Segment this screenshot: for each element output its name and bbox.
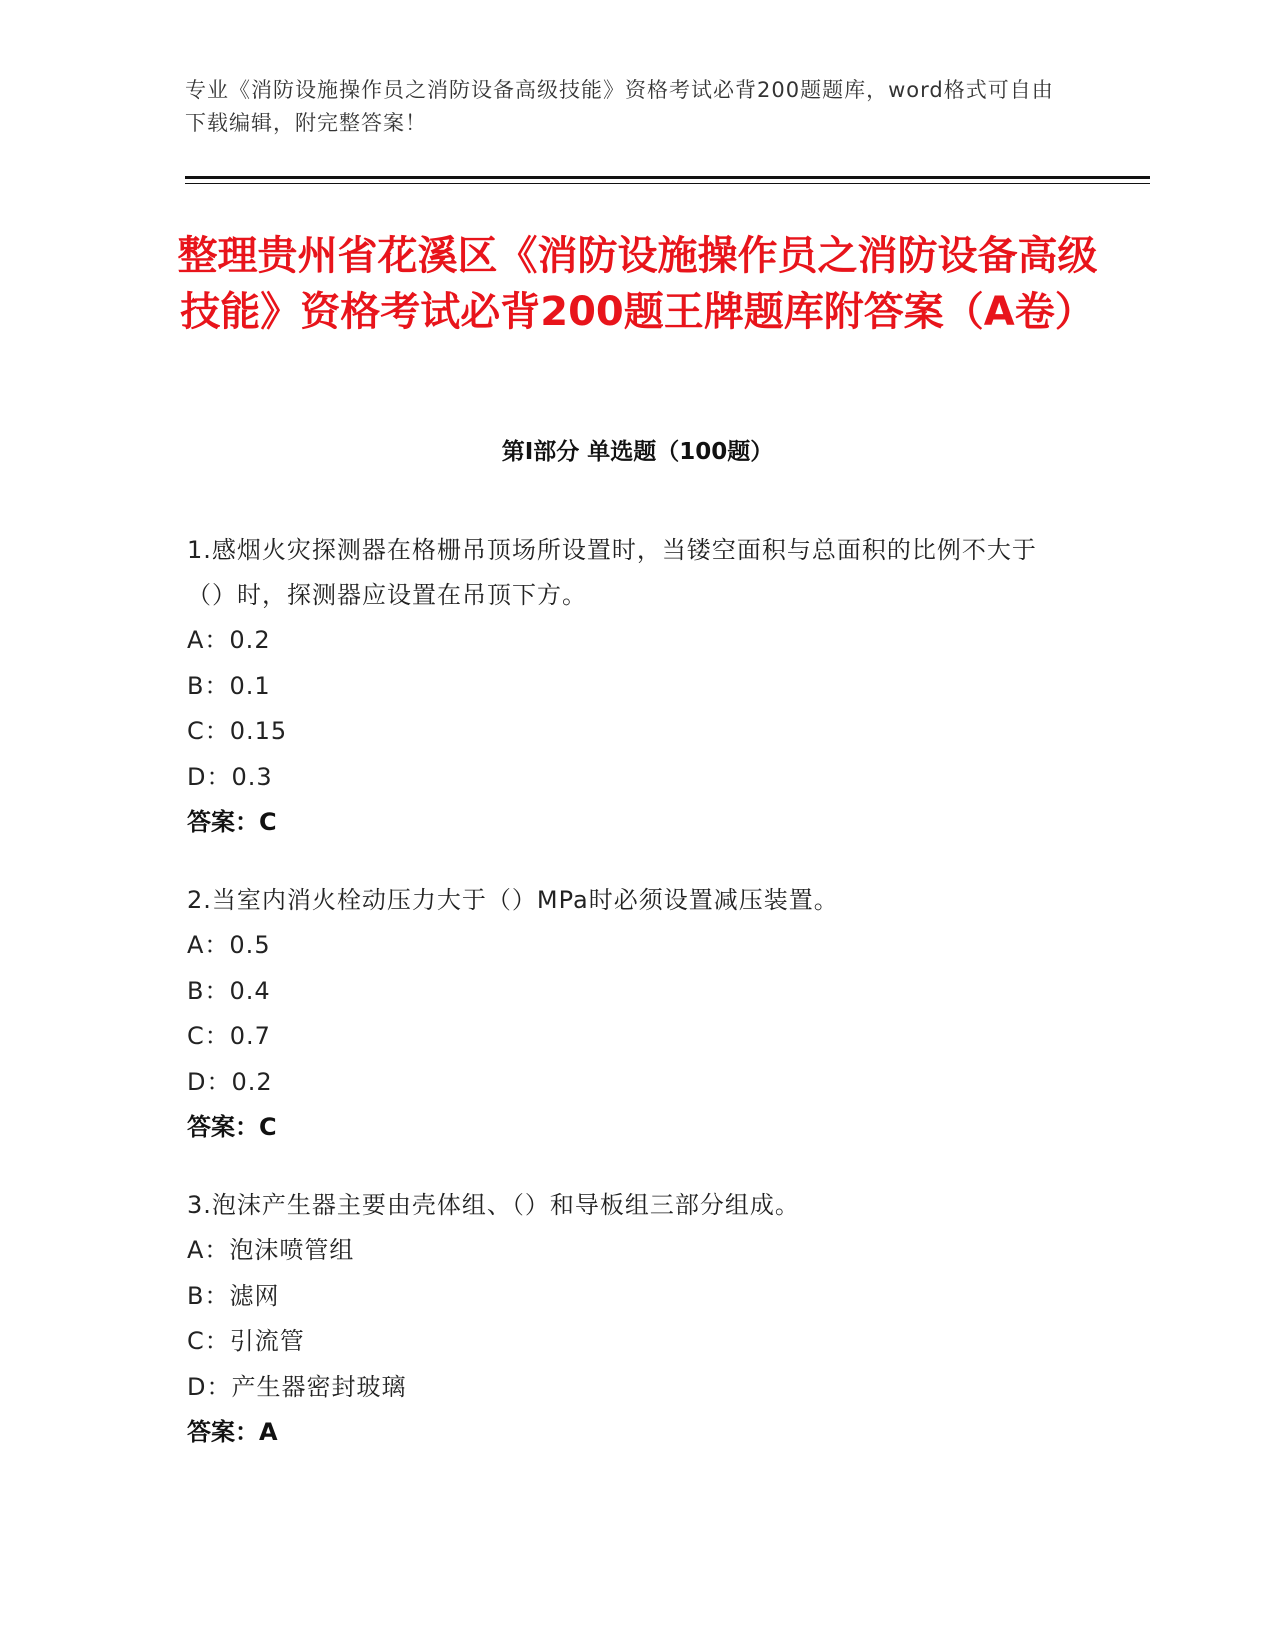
question-stem: 2.当室内消火栓动压力大于（）MPa时必须设置减压装置。 [187,886,839,914]
section-title: 第Ⅰ部分 单选题（100题） [501,439,774,465]
option-d: D：0.3 [187,762,273,791]
answer: 答案：A [187,1418,278,1446]
question-3 [187,1183,1067,1455]
question-1 [187,528,1067,845]
document-title: 整理贵州省花溪区《消防设施操作员之消防设备高级技能》资格考试必背200题王牌题库附答案（A卷） [177,233,1098,335]
option-a: A：泡沫喷管组 [187,1236,355,1264]
option-b: B：滤网 [187,1281,280,1310]
header-divider-thick [185,176,1150,179]
option-c: C：0.7 [187,1022,271,1050]
answer: 答案：C [187,1113,277,1141]
question-list [187,528,1067,1488]
option-b: B：0.4 [187,976,271,1005]
option-d: D：0.2 [187,1067,273,1096]
header-note: 专业《消防设施操作员之消防设备高级技能》资格考试必背200题题库，word格式可自由下载编辑，附完整答案！ [185,78,1054,135]
question-stem: 1.感烟火灾探测器在格栅吊顶场所设置时，当镂空面积与总面积的比例不大于（）时，探测器应设置在吊顶下方。 [187,536,1037,609]
option-a: A：0.2 [187,626,271,654]
answer: 答案：C [187,808,277,836]
option-c: C：引流管 [187,1327,305,1355]
option-d: D：产生器密封玻璃 [187,1372,407,1401]
option-c: C：0.15 [187,717,288,745]
option-b: B：0.1 [187,671,271,700]
question-stem: 3.泡沫产生器主要由壳体组、（）和导板组三部分组成。 [187,1191,800,1219]
option-a: A：0.5 [187,931,271,959]
question-2 [187,878,1067,1150]
header-divider-thin [185,183,1150,184]
